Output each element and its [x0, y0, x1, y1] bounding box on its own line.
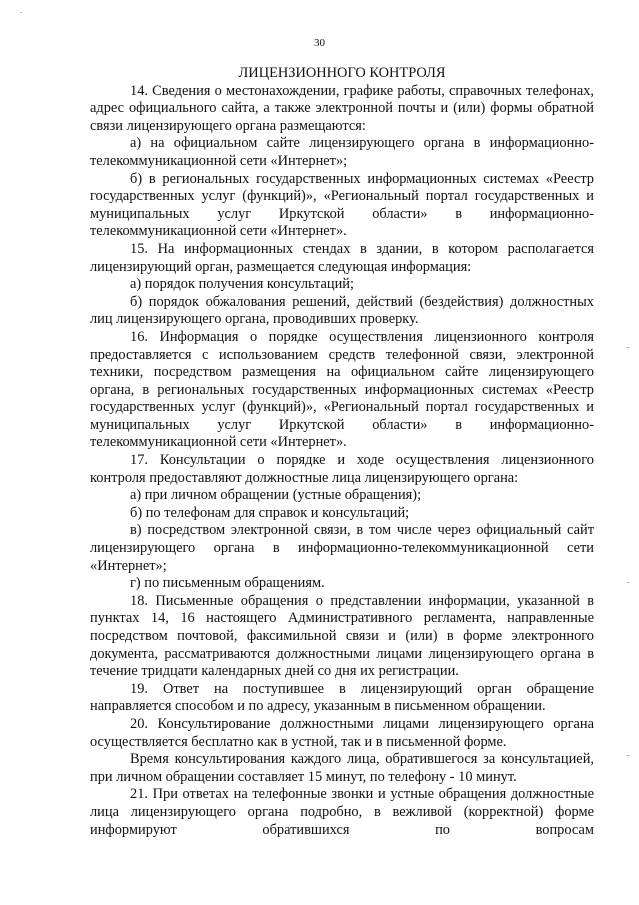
page-number: 30: [314, 37, 325, 49]
section-heading: ЛИЦЕНЗИОННОГО КОНТРОЛЯ: [238, 65, 446, 81]
paragraph-21: 21. При ответах на телефонные звонки и устные обращения должностные лица лицензирующего органа подробно, в вежливой (корректной) форме информируют обратившихся по вопросам: [90, 786, 594, 838]
paragraph-17b: б) по телефонам для справок и консультаций;: [130, 504, 410, 521]
paragraph-18: 18. Письменные обращения о представлении информации, указанной в пунктах 14, 16 настоящего Административного регламента, направленные посредством почтовой, факсимильной связи и (или) в форме электронного документа, рассматриваются должностными лицами лицензирующего органа в течение тридцати календарных дней со дня их регистрации.: [90, 592, 594, 680]
paragraph-17c: в) посредством электронной связи, в том числе через официальный сайт лицензирующего органа в информационно-телекоммуникационной сети «Интернет»;: [90, 522, 594, 574]
paragraph-20: 20. Консультирование должностными лицами лицензирующего органа осуществляется бесплатно как в устной, так и в письменной форме.: [90, 715, 594, 750]
paragraph-14a: а) на официальном сайте лицензирующего органа в информационно-телекоммуникационной сети «Интернет»;: [90, 135, 594, 169]
scan-speck: [627, 755, 630, 756]
paragraph-16: 16. Информация о порядке осуществления лицензионного контроля предоставляется с использованием средств телефонной связи, электронной техники, посредством размещения на официальном сайте лицензирующего органа, в региональных государственных информационных системах «Реестр государственных услуг (функций)», «Региональный портал государственных и муниципальных услуг Иркутской области» в информационно-телекоммуникационной сети «Интернет».: [90, 328, 594, 451]
paragraph-17: 17. Консультации о порядке и ходе осуществления лицензионного контроля предоставляют должностные лица лицензирующего органа:: [90, 452, 594, 486]
paragraph-15: 15. На информационных стендах в здании, в котором располагается лицензирующий орган, размещается следующая информация:: [90, 240, 594, 275]
paragraph-14b: б) в региональных государственных информационных системах «Реестр государственных услуг (функций)», «Региональный портал государственных и муниципальных услуг Иркутской области» в информационно-телекоммуникационной сети «Интернет».: [90, 170, 594, 240]
paragraph-15b: б) порядок обжалования решений, действий (бездействия) должностных лиц лицензирующего органа, проводивших проверку.: [90, 293, 594, 328]
document-body: [90, 65, 594, 839]
scan-speck: [626, 347, 629, 348]
paragraph-14: 14. Сведения о местонахождении, графике работы, справочных телефонах, адрес официального сайта, а также электронной почты и (или) формы обратной связи лицензирующего органа размещаются:: [90, 82, 594, 134]
paragraph-20-time: Время консультирования каждого лица, обратившегося за консультацией, при личном обращении составляет 15 минут, по телефону - 10 минут.: [90, 751, 594, 785]
paragraph-17a: а) при личном обращении (устные обращения);: [130, 487, 422, 504]
scan-speck: [627, 582, 630, 583]
paragraph-17d: г) по письменным обращениям.: [130, 575, 325, 592]
paragraph-19: 19. Ответ на поступившее в лицензирующий орган обращение направляется способом и по адресу, указанным в письменном обращении.: [90, 680, 594, 715]
paragraph-15a: а) порядок получения консультаций;: [130, 276, 354, 293]
scan-speck: [20, 12, 22, 13]
